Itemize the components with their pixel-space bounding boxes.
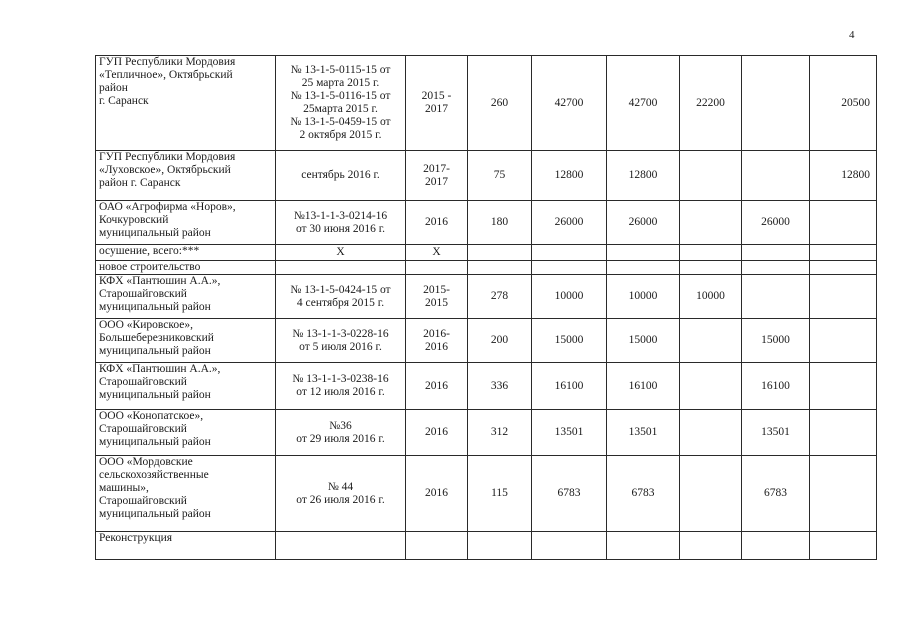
table-row [96, 456, 877, 532]
row-period-cell: 2017- 2017 [406, 151, 468, 201]
row-period-cell [406, 261, 468, 275]
row-year1-cell [680, 151, 742, 201]
row-year3-cell: 20500 [810, 56, 877, 151]
row-document-cell: №36 от 29 июля 2016 г. [276, 410, 406, 456]
row-period-cell: 2016 [406, 456, 468, 532]
row-period-cell: X [406, 245, 468, 261]
row-year1-cell [680, 245, 742, 261]
row-period-cell: 2016 [406, 410, 468, 456]
table-body [96, 56, 877, 560]
row-year3-cell [810, 261, 877, 275]
table-row [96, 261, 877, 275]
row-name-cell: ООО «Конопатское», Старошайговский муниципальный район [96, 410, 276, 456]
row-area-cell: 75 [468, 151, 532, 201]
row-name-cell: ГУП Республики Мордовия «Тепличное», Октябрьский район г. Саранск [96, 56, 276, 151]
row-year2-cell [742, 56, 810, 151]
table-row [96, 275, 877, 319]
row-year1-cell [680, 532, 742, 560]
row-year2-cell: 6783 [742, 456, 810, 532]
row-name-cell: КФХ «Пантюшин А.А.», Старошайговский муниципальный район [96, 275, 276, 319]
row-period-cell: 2016- 2016 [406, 319, 468, 363]
row-funding-cell: 12800 [607, 151, 680, 201]
row-funding-cell [607, 532, 680, 560]
row-document-cell [276, 532, 406, 560]
row-document-cell [276, 261, 406, 275]
row-area-cell: 260 [468, 56, 532, 151]
row-period-cell: 2016 [406, 363, 468, 410]
row-area-cell: 278 [468, 275, 532, 319]
row-name-cell: ОАО «Агрофирма «Норов», Кочкуровский муниципальный район [96, 201, 276, 245]
row-funding-cell: 6783 [607, 456, 680, 532]
row-year3-cell: 12800 [810, 151, 877, 201]
projects-table [95, 55, 877, 560]
row-year1-cell [680, 410, 742, 456]
row-total-cell: 10000 [532, 275, 607, 319]
row-total-cell: 12800 [532, 151, 607, 201]
row-year3-cell [810, 319, 877, 363]
row-name-cell: КФХ «Пантюшин А.А.», Старошайговский муниципальный район [96, 363, 276, 410]
row-year2-cell [742, 151, 810, 201]
table-row [96, 532, 877, 560]
row-total-cell: 16100 [532, 363, 607, 410]
row-area-cell: 312 [468, 410, 532, 456]
row-year2-cell: 13501 [742, 410, 810, 456]
table-row [96, 363, 877, 410]
row-year2-cell: 26000 [742, 201, 810, 245]
row-funding-cell: 16100 [607, 363, 680, 410]
row-year2-cell [742, 261, 810, 275]
row-year1-cell: 10000 [680, 275, 742, 319]
row-name-cell: Реконструкция [96, 532, 276, 560]
row-year1-cell: 22200 [680, 56, 742, 151]
row-year2-cell [742, 532, 810, 560]
row-period-cell: 2016 [406, 201, 468, 245]
table-row [96, 201, 877, 245]
row-year3-cell [810, 456, 877, 532]
page-number: 4 [849, 29, 855, 41]
row-funding-cell: 15000 [607, 319, 680, 363]
table-row [96, 410, 877, 456]
row-document-cell: №13-1-1-3-0214-16 от 30 июня 2016 г. [276, 201, 406, 245]
row-document-cell: сентябрь 2016 г. [276, 151, 406, 201]
row-year1-cell [680, 363, 742, 410]
row-year3-cell [810, 275, 877, 319]
row-year3-cell [810, 201, 877, 245]
row-name-cell: ООО «Мордовские сельскохозяйственные машины», Старошайговский муниципальный район [96, 456, 276, 532]
row-name-cell: осушение, всего:*** [96, 245, 276, 261]
row-funding-cell: 42700 [607, 56, 680, 151]
row-area-cell [468, 532, 532, 560]
row-document-cell: № 13-1-5-0424-15 от 4 сентября 2015 г. [276, 275, 406, 319]
row-year3-cell [810, 363, 877, 410]
row-name-cell: ГУП Республики Мордовия «Луховское», Октябрьский район г. Саранск [96, 151, 276, 201]
row-area-cell: 336 [468, 363, 532, 410]
table-row [96, 56, 877, 151]
row-document-cell: № 13-1-1-3-0238-16 от 12 июля 2016 г. [276, 363, 406, 410]
row-total-cell: 15000 [532, 319, 607, 363]
row-year3-cell [810, 532, 877, 560]
row-year2-cell [742, 245, 810, 261]
row-total-cell: 42700 [532, 56, 607, 151]
row-document-cell: X [276, 245, 406, 261]
table-row [96, 319, 877, 363]
row-total-cell [532, 245, 607, 261]
row-period-cell: 2015- 2015 [406, 275, 468, 319]
row-area-cell: 115 [468, 456, 532, 532]
row-year1-cell [680, 319, 742, 363]
row-name-cell: новое строительство [96, 261, 276, 275]
row-total-cell [532, 261, 607, 275]
row-total-cell: 26000 [532, 201, 607, 245]
row-funding-cell [607, 245, 680, 261]
row-area-cell [468, 245, 532, 261]
row-period-cell [406, 532, 468, 560]
row-document-cell: № 13-1-5-0115-15 от 25 марта 2015 г. № 13-1-5-0116-15 от 25марта 2015 г. № 13-1-5-0459-15 от 2 октября 2015 г. [276, 56, 406, 151]
row-year1-cell [680, 201, 742, 245]
row-document-cell: № 13-1-1-3-0228-16 от 5 июля 2016 г. [276, 319, 406, 363]
row-total-cell [532, 532, 607, 560]
row-year2-cell: 16100 [742, 363, 810, 410]
row-year3-cell [810, 245, 877, 261]
row-funding-cell [607, 261, 680, 275]
row-funding-cell: 10000 [607, 275, 680, 319]
table-row [96, 245, 877, 261]
row-total-cell: 6783 [532, 456, 607, 532]
row-year2-cell: 15000 [742, 319, 810, 363]
row-funding-cell: 26000 [607, 201, 680, 245]
row-document-cell: № 44 от 26 июля 2016 г. [276, 456, 406, 532]
row-name-cell: ООО «Кировское», Большеберезниковский муниципальный район [96, 319, 276, 363]
row-total-cell: 13501 [532, 410, 607, 456]
row-year2-cell [742, 275, 810, 319]
row-year1-cell [680, 456, 742, 532]
row-area-cell [468, 261, 532, 275]
row-area-cell: 200 [468, 319, 532, 363]
row-year1-cell [680, 261, 742, 275]
row-area-cell: 180 [468, 201, 532, 245]
table-row [96, 151, 877, 201]
row-period-cell: 2015 - 2017 [406, 56, 468, 151]
row-year3-cell [810, 410, 877, 456]
row-funding-cell: 13501 [607, 410, 680, 456]
